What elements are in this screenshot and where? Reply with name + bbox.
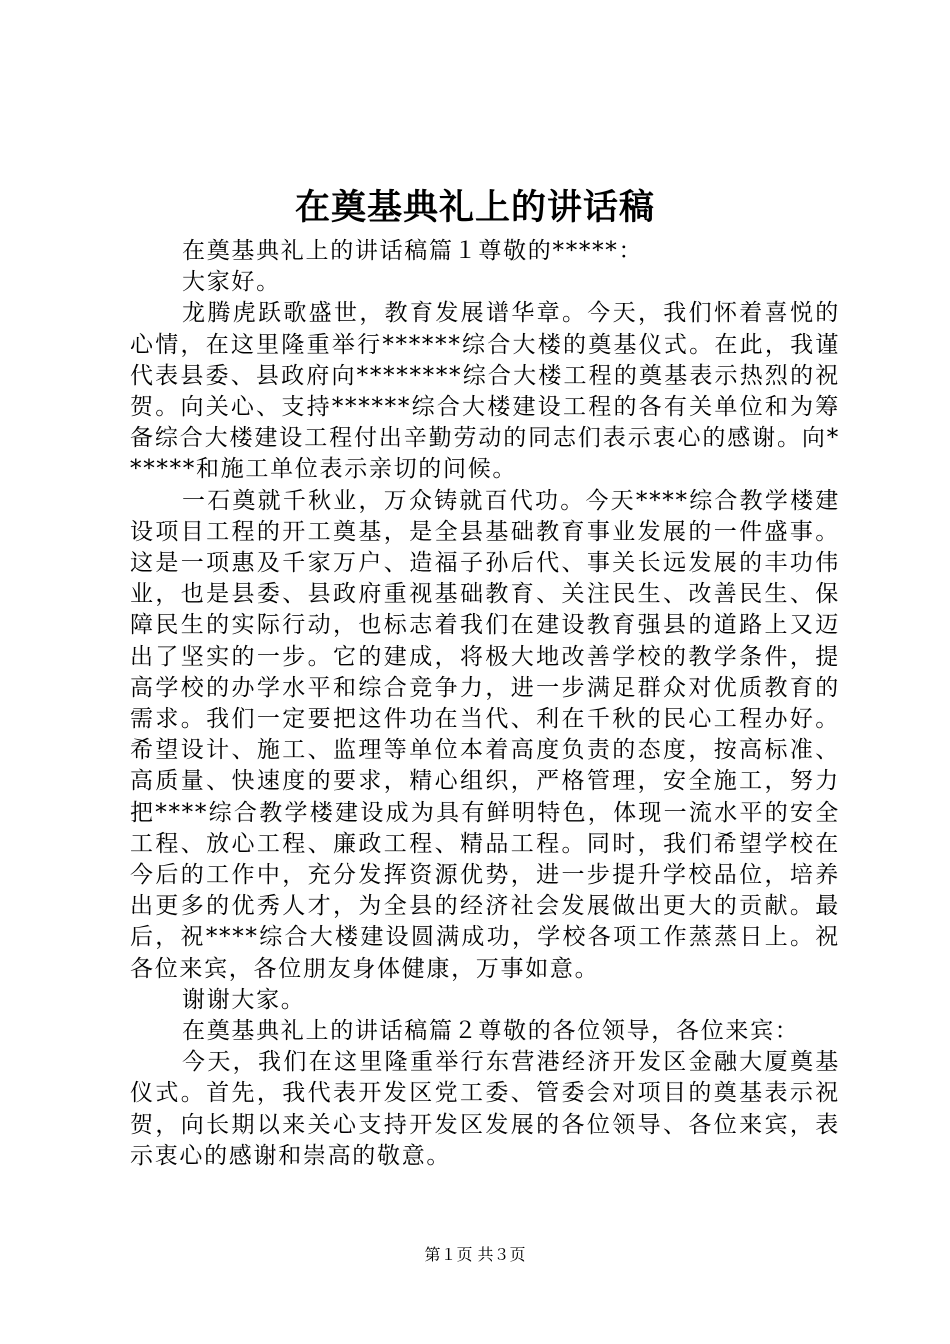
document-body bbox=[130, 236, 840, 1172]
paragraph-main: 一石奠就千秋业，万众铸就百代功。今天****综合教学楼建设项目工程的开工奠基，是全县基础教育事业发展的一件盛事。这是一项惠及千家万户、造福子孙后代、事关长远发展的丰功伟业，也是县委、县政府重视基础教育、关注民生、改善民生、保障民生的实际行动，也标志着我们在建设教育强县的道路上又迈出了坚实的一步。它的建成，将极大地改善学校的教学条件，提高学校的办学水平和综合竞争力，进一步满足群众对优质教育的需求。我们一定要把这件功在当代、利在千秋的民心工程办好。希望设计、施工、监理等单位本着高度负责的态度，按高标准、高质量、快速度的要求，精心组织，严格管理，安全施工，努力把****综合教学楼建设成为具有鲜明特色，体现一流水平的安全工程、放心工程、廉政工程、精品工程。同时，我们希望学校在今后的工作中，充分发挥资源优势，进一步提升学校品位，培养出更多的优秀人才，为全县的经济社会发展做出更大的贡献。最后，祝****综合大楼建设圆满成功，学校各项工作蒸蒸日上。祝各位来宾，各位朋友身体健康，万事如意。 bbox=[130, 487, 840, 982]
page-number-footer: 第１页 共３页 bbox=[424, 1245, 526, 1264]
paragraph-thanks: 谢谢大家。 bbox=[182, 986, 306, 1013]
paragraph-greeting-1: 在奠基典礼上的讲话稿篇１尊敬的*****： bbox=[182, 238, 644, 264]
paragraph-speech-2: 今天，我们在这里隆重举行东营港经济开发区金融大厦奠基仪式。首先，我代表开发区党工委、管委会对项目的奠基表示祝贺，向长期以来关心支持开发区发展的各位领导、各位来宾，表示衷心的感谢和崇高的敬意。 bbox=[130, 1049, 840, 1169]
paragraph-hello: 大家好。 bbox=[182, 269, 281, 296]
paragraph-greeting-2: 在奠基典礼上的讲话稿篇２尊敬的各位领导，各位来宾： bbox=[182, 1018, 800, 1045]
paragraph-opening: 龙腾虎跃歌盛世，教育发展谱华章。今天，我们怀着喜悦的心情，在这里隆重举行******综合大楼的奠基仪式。在此，我谨代表县委、县政府向********综合大楼工程的奠基表示热烈的祝贺。向关心、支持******综合大楼建设工程的各有关单位和为筹备综合大楼建设工程付出辛勤劳动的同志们表示衷心的感谢。向******和施工单位表示亲切的问候。 bbox=[130, 300, 840, 483]
document-title: 在奠基典礼上的讲话稿 bbox=[294, 187, 655, 228]
